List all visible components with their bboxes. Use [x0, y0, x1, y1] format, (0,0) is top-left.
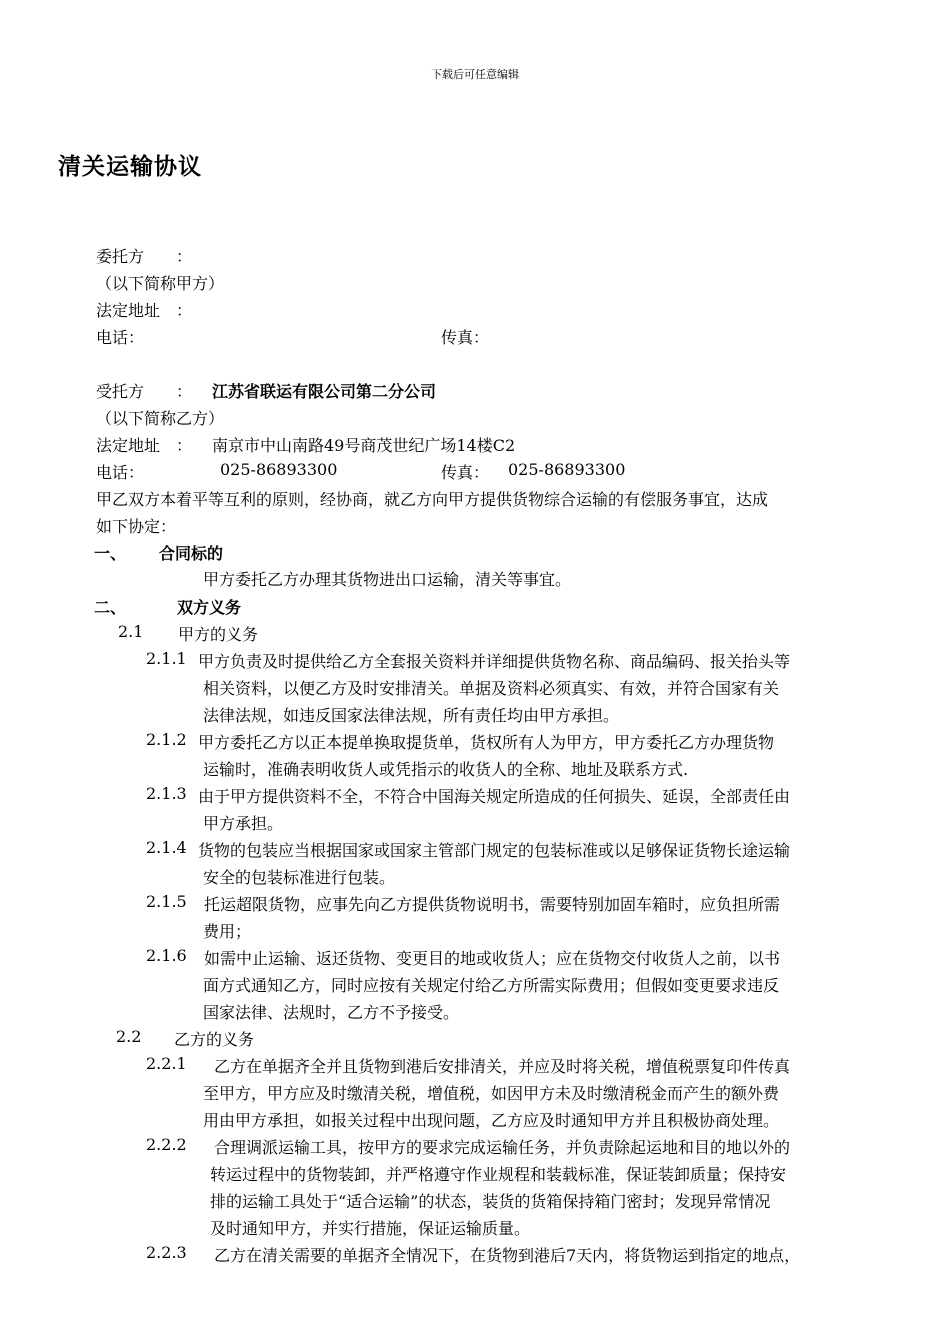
clause-2-1-3-number: 2.1.3 [146, 784, 187, 803]
clause-2-2-3-line: 乙方在清关需要的单据齐全情况下，在货物到港后7天内，将货物运到指定的地点， [214, 1246, 801, 1265]
clause-2-1-4-line: 安全的包装标准进行包装。 [203, 868, 396, 887]
subsection-2-2-number: 2.2 [116, 1027, 142, 1046]
clause-2-1-4-number: 2.1.4 [146, 838, 187, 857]
party-a-phone-label: 电话： [96, 328, 145, 347]
section-2-heading: 双方义务 [177, 598, 242, 617]
party-a-note: （以下简称甲方） [96, 274, 225, 293]
subsection-2-1-title: 甲方的义务 [178, 625, 259, 644]
clause-2-1-5-number: 2.1.5 [146, 892, 187, 911]
clause-2-2-2-line: 转运过程中的货物装卸，并严格遵守作业规程和装载标准，保证装卸质量；保持安 [210, 1165, 787, 1184]
clause-2-2-2-line: 及时通知甲方，并实行措施，保证运输质量。 [210, 1219, 531, 1238]
clause-2-1-1-line: 相关资料，以便乙方及时安排清关。单据及资料必须真实、有效，并符合国家有关 [203, 679, 780, 698]
clause-2-1-6-line: 如需中止运输、返还货物、变更目的地或收货人；应在货物交付收货人之前，以书 [204, 949, 781, 968]
party-b-phone: 025-86893300 [220, 460, 338, 479]
clause-2-1-6-line: 面方式通知乙方，同时应按有关规定付给乙方所需实际费用；但假如变更要求违反 [203, 976, 780, 995]
section-1-number: 一、 [94, 544, 127, 563]
party-a-label: 委托方 ： [96, 247, 193, 266]
document-title: 清关运输协议 [58, 154, 202, 180]
clause-2-1-1-line: 甲方负责及时提供给乙方全套报关资料并详细提供货物名称、商品编码、报关抬头等 [198, 652, 791, 671]
party-b-name: 江苏省联运有限公司第二分公司 [212, 382, 437, 401]
clause-2-1-3-line: 由于甲方提供资料不全，不符合中国海关规定所造成的任何损失、延误，全部责任由 [198, 787, 791, 806]
clause-2-1-6-line: 国家法律、法规时，乙方不予接受。 [203, 1003, 460, 1022]
clause-2-1-1-number: 2.1.1 [146, 649, 187, 668]
clause-2-2-2-number: 2.2.2 [146, 1135, 187, 1154]
clause-2-2-2-line: 排的运输工具处于“适合运输”的状态，装货的货箱保持箱门密封；发现异常情况 [210, 1192, 771, 1211]
clause-2-2-1-line: 用由甲方承担，如报关过程中出现问题，乙方应及时通知甲方并且积极协商处理。 [203, 1111, 780, 1130]
section-1-text: 甲方委托乙方办理其货物进出口运输，清关等事宜。 [203, 570, 572, 589]
clause-2-1-2-number: 2.1.2 [146, 730, 187, 749]
clause-2-2-1-line: 乙方在单据齐全并且货物到港后安排清关，并应及时将关税，增值税票复印件传真 [214, 1057, 791, 1076]
party-b-address: 南京市中山南路49号商茂世纪广场14楼C2 [212, 436, 516, 455]
clause-2-1-2-line: 运输时，准确表明收货人或凭指示的收货人的全称、地址及联系方式. [203, 760, 689, 779]
clause-2-2-3-number: 2.2.3 [146, 1243, 187, 1262]
header-note: 下载后可任意编辑 [431, 68, 519, 81]
party-b-note: （以下简称乙方） [96, 409, 225, 428]
clause-2-1-1-line: 法律法规，如违反国家法律法规，所有责任均由甲方承担。 [203, 706, 620, 725]
clause-2-1-6-number: 2.1.6 [146, 946, 187, 965]
party-a-address-label: 法定地址 ： [96, 301, 193, 320]
intro-line-2: 如下协定： [96, 517, 177, 536]
subsection-2-2-title: 乙方的义务 [174, 1030, 255, 1049]
clause-2-1-5-line: 托运超限货物，应事先向乙方提供货物说明书，需要特别加固车箱时，应负担所需 [204, 895, 781, 914]
party-b-phone-label: 电话： [96, 463, 145, 482]
intro-line-1: 甲乙双方本着平等互利的原则，经协商，就乙方向甲方提供货物综合运输的有偿服务事宜，达成 [96, 490, 769, 509]
party-b-label: 受托方 ： [96, 382, 193, 401]
clause-2-1-3-line: 甲方承担。 [203, 814, 284, 833]
section-1-heading: 合同标的 [159, 544, 224, 563]
section-2-number: 二、 [94, 598, 127, 617]
party-b-fax-label: 传真： [441, 463, 490, 482]
clause-2-1-5-line: 费用； [203, 922, 252, 941]
party-b-address-label: 法定地址 ： [96, 436, 193, 455]
clause-2-1-4-line: 货物的包装应当根据国家或国家主管部门规定的包装标准或以足够保证货物长途运输 [198, 841, 791, 860]
clause-2-1-2-line: 甲方委托乙方以正本提单换取提货单，货权所有人为甲方，甲方委托乙方办理货物 [198, 733, 775, 752]
clause-2-2-1-line: 至甲方，甲方应及时缴清关税，增值税，如因甲方未及时缴清税金而产生的额外费 [203, 1084, 780, 1103]
party-a-fax-label: 传真： [441, 328, 490, 347]
clause-2-2-2-line: 合理调派运输工具，按甲方的要求完成运输任务，并负责除起运地和目的地以外的 [214, 1138, 791, 1157]
subsection-2-1-number: 2.1 [118, 622, 144, 641]
party-b-fax: 025-86893300 [508, 460, 626, 479]
clause-2-2-1-number: 2.2.1 [146, 1054, 187, 1073]
